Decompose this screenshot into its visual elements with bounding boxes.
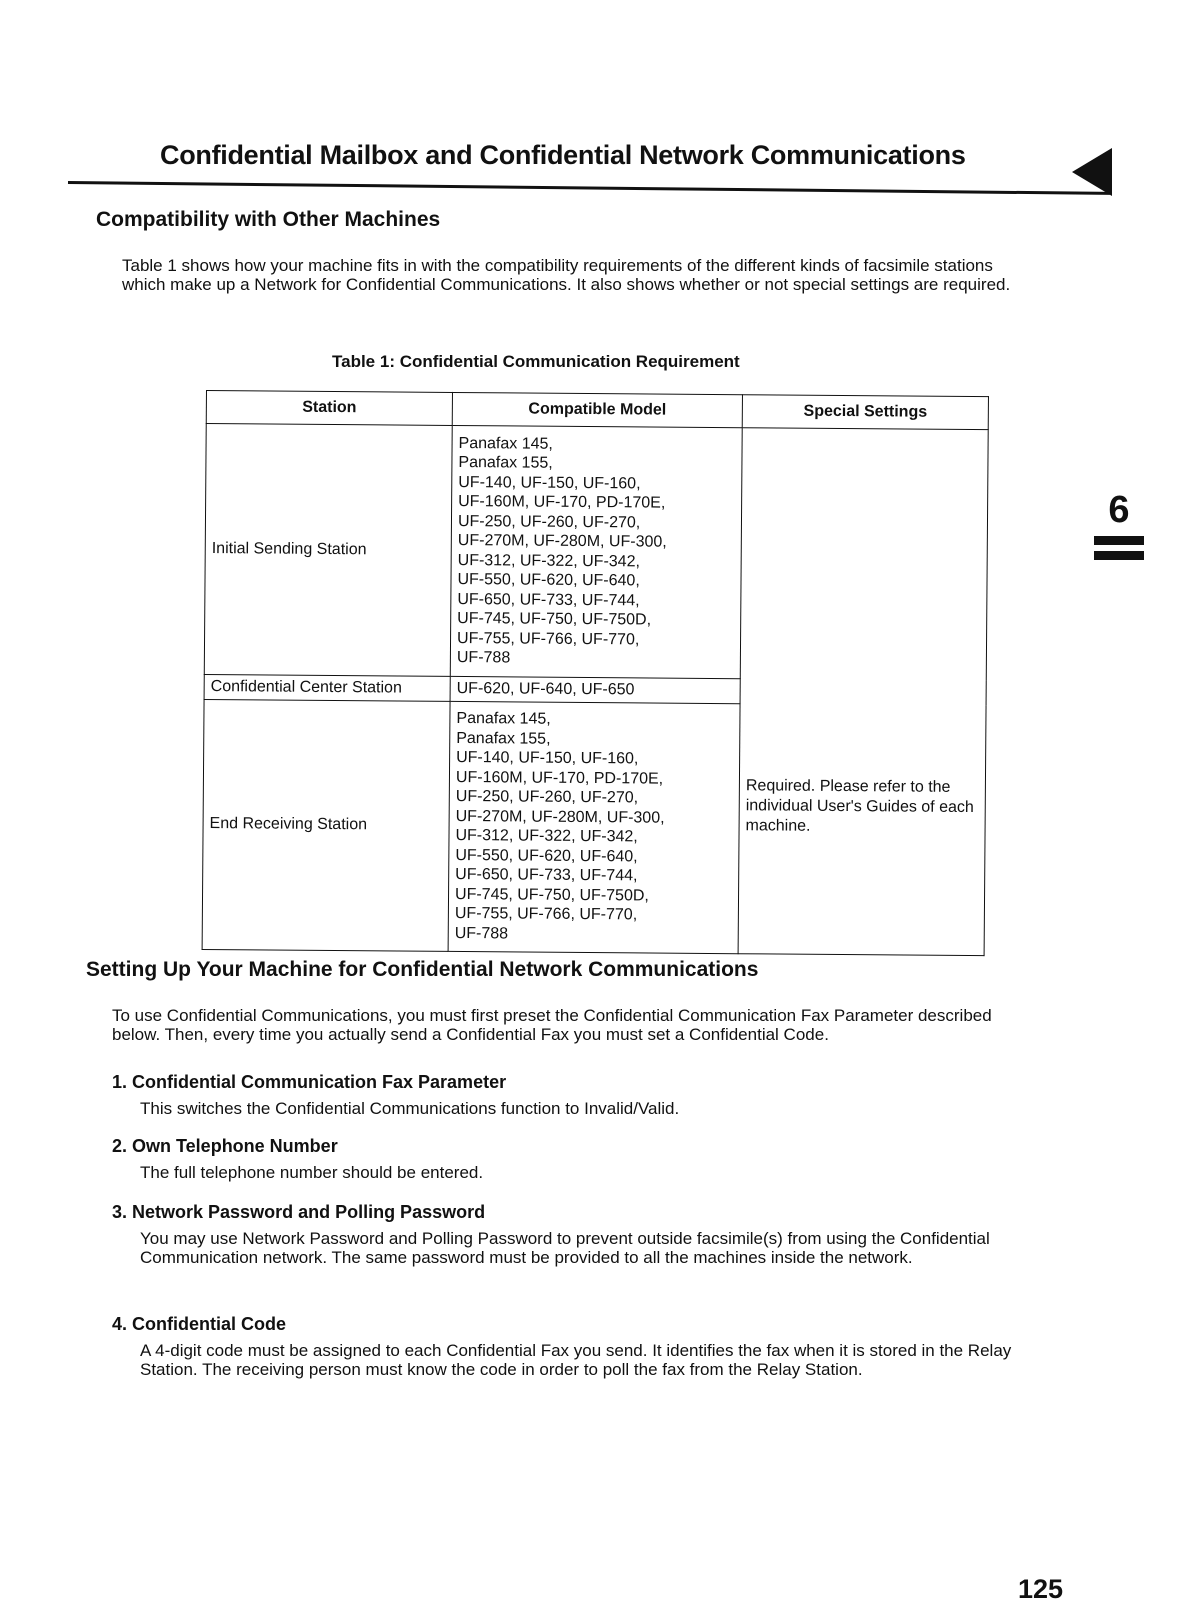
model-line: UF-312, UF-322, UF-342,	[455, 827, 638, 846]
model-line: UF-270M, UF-280M, UF-300,	[455, 807, 665, 827]
model-line: UF-140, UF-150, UF-160,	[458, 473, 641, 493]
list-item-label: 2. Own Telephone Number	[112, 1136, 338, 1156]
model-line: UF-550, UF-620, UF-640,	[455, 846, 638, 866]
model-line: UF-250, UF-260, UF-270,	[457, 512, 641, 532]
models-initial-sending	[450, 425, 742, 678]
compatibility-heading: Compatibility with Other Machines	[96, 208, 441, 231]
special-settings-cell: Required. Please refer to the individual User's Guides of each machine.	[738, 428, 988, 956]
chapter-tab	[1094, 490, 1144, 560]
list-item	[112, 1072, 1042, 1118]
list-item-label: 1. Confidential Communication Fax Parameter	[112, 1072, 507, 1092]
chapter-number: 6	[1108, 489, 1130, 531]
model-line: UF-650, UF-733, UF-744,	[457, 590, 640, 610]
model-line: UF-755, UF-766, UF-770,	[456, 629, 640, 649]
requirement-table	[202, 390, 989, 956]
header-rule	[68, 181, 1110, 195]
model-line: UF-160M, UF-170, PD-170E,	[455, 768, 664, 788]
model-line: UF-550, UF-620, UF-640,	[457, 571, 640, 590]
list-item-text: The full telephone number should be entered.	[140, 1163, 484, 1182]
model-line: UF-755, UF-766, UF-770,	[454, 905, 638, 924]
model-line: Panafax 145,	[456, 710, 551, 728]
model-line: UF-250, UF-260, UF-270,	[455, 788, 639, 807]
model-line: UF-788	[454, 924, 509, 943]
model-line: UF-140, UF-150, UF-160,	[456, 749, 639, 768]
model-line: UF-745, UF-750, UF-750D,	[457, 610, 652, 629]
models-confidential-center	[450, 676, 740, 703]
station-initial-sending: Initial Sending Station	[204, 424, 452, 676]
left-arrow-icon	[1072, 148, 1112, 196]
list-item-text: This switches the Confidential Communications function to Invalid/Valid.	[140, 1099, 680, 1118]
station-end-receiving: End Receiving Station	[202, 699, 450, 951]
list-item-text: A 4-digit code must be assigned to each Confidential Fax you send. It identifies the fax when it is stored in the Relay Station. The receiving person must know the code in order to poll the fax from the Relay Station.	[140, 1341, 1012, 1379]
setup-intro: To use Confidential Communications, you must first preset the Confidential Communication Fax Parameter described below. Then, every time you actually send a Confidential Fax you must set a Confidential Code.	[112, 1006, 992, 1044]
table-caption: Table 1: Confidential Communication Requirement	[332, 352, 740, 371]
table-row	[204, 424, 988, 681]
chapter-title: Confidential Mailbox and Confidential Network Communications	[160, 140, 966, 170]
model-line: UF-745, UF-750, UF-750D,	[454, 885, 649, 905]
model-line: UF-788	[456, 649, 511, 667]
chapter-tab-bar	[1094, 551, 1144, 560]
model-line: UF-312, UF-322, UF-342,	[457, 551, 641, 571]
compatibility-intro: Table 1 shows how your machine fits in with the compatibility requirements of the different kinds of facsimile stations which make up a Network for Confidential Communications. It also shows whether or not special settings are required.	[122, 256, 1011, 294]
header-special-settings: Special Settings	[742, 395, 988, 430]
model-line: Panafax 145,	[458, 434, 553, 453]
station-confidential-center: Confidential Center Station	[204, 674, 450, 701]
header-station: Station	[206, 391, 452, 426]
list-item-label: 3. Network Password and Polling Password	[112, 1202, 486, 1222]
model-line: UF-650, UF-733, UF-744,	[455, 866, 638, 885]
list-item	[112, 1314, 1042, 1379]
model-line: UF-620, UF-640, UF-650	[456, 679, 635, 699]
list-item-label: 4. Confidential Code	[112, 1314, 287, 1334]
page-number: 125	[1018, 1574, 1064, 1604]
list-item-text: You may use Network Password and Polling Password to prevent outside facsimile(s) from using the Confidential Communication network. The same password must be provided to all the machines inside the network.	[140, 1229, 990, 1267]
model-line: Panafax 155,	[458, 454, 553, 472]
list-item	[112, 1136, 1042, 1182]
setup-heading: Setting Up Your Machine for Confidential Network Communications	[86, 958, 759, 981]
model-line: UF-160M, UF-170, PD-170E,	[458, 493, 666, 512]
model-line: Panafax 155,	[456, 729, 551, 748]
list-item	[112, 1202, 1042, 1267]
models-end-receiving	[448, 701, 740, 954]
chapter-tab-bar	[1094, 536, 1144, 545]
header-compatible-model: Compatible Model	[452, 392, 742, 427]
model-line: UF-270M, UF-280M, UF-300,	[457, 532, 667, 551]
